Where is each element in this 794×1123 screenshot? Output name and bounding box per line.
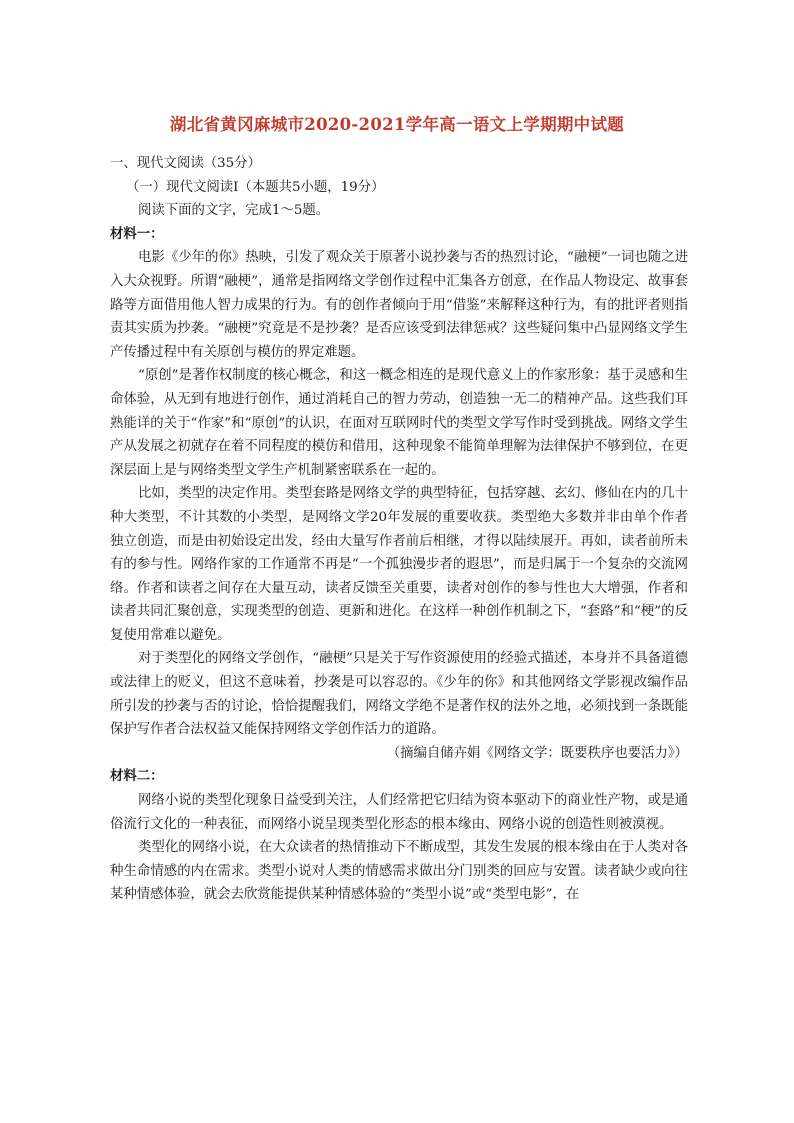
reading-instruction: 阅读下面的文字，完成1～5题。 <box>138 203 330 219</box>
material-1-paragraph: “原创”是著作权制度的核心概念，和这一概念相连的是现代意义上的作家形象：基于灵感和生命体验，从无到有地进行创作，通过消耗自己的智力劳动，创造独一无二的精神产品。这些我们耳熟能详的关于“作家”和“原创”的认识，在面对互联网时代的类型文学写作时受到挑战。网络文学生产从发展之初就存在着不同程度的模仿和借用，这种现象不能简单理解为法律保护不够到位，在更深层面上是与网络类型文学生产机制紧密联系在一起的。 <box>110 368 688 478</box>
material-2-label: 材料二： <box>110 768 164 785</box>
material-2-paragraph: 类型化的网络小说，在大众读者的热情推动下不断成型，其发生发展的根本缘由在于人类对各种生命情感的内在需求。类型小说对人类的情感需求做出分门别类的回应与安置。读者缺少或向往某种情感体验，就会去欣赏能提供某种情感体验的“类型小说”或“类型电影”，在 <box>110 840 688 903</box>
document-title: 湖北省黄冈麻城市2020-2021学年高一语文上学期期中试题 <box>169 115 625 134</box>
section-heading: 一、现代文阅读（35分） <box>110 156 261 171</box>
material-1-paragraph: 比如，类型的决定作用。类型套路是网络文学的典型特征，包括穿越、玄幻、修仙在内的几十种大类型，不计其数的小类型，是网络文学20年发展的重要收获。类型绝大多数并非由单个作者独立创造，而是由初始设定出发，经由大量写作者前后相继，才得以陆续展开。再如，读者前所未有的参与性。网络作家的工作通常不再是“一个孤独漫步者的遐思”，而是归属于一个复杂的交流网络。作者和读者之间存在大量互动，读者反馈至关重要，读者对创作的参与性也大大增强，作者和读者共同汇聚创意，实现类型的创造、更新和进化。在这样一种创作机制之下，“套路”和“梗”的反复使用常难以避免。 <box>110 486 688 643</box>
material-1-paragraph: 电影《少年的你》热映，引发了观众关于原著小说抄袭与否的热烈讨论，“融梗”一词也随之进入大众视野。所谓“融梗”，通常是指网络文学创作过程中汇集各方创意，在作品人物设定、故事套路等方面借用他人智力成果的行为。有的创作者倾向于用“借鉴”来解释这种行为，有的批评者则指责其实质为抄袭。“融梗”究竟是不是抄袭？是否应该受到法律惩戒？这些疑问集中凸显网络文学生产传播过程中有关原创与模仿的界定难题。 <box>110 250 688 360</box>
material-1-label: 材料一： <box>110 225 164 242</box>
material-1-paragraph: 对于类型化的网络文学创作，“融梗”只是关于写作资源使用的经验式描述，本身并不具备道德或法律上的贬义，但这不意味着，抄袭是可以容忍的。《少年的你》和其他网络文学影视改编作品所引发的抄袭与否的讨论，恰恰提醒我们，网络文学绝不是著作权的法外之地，必须找到一条既能保护写作者合法权益又能保持网络文学创作活力的道路。 <box>110 651 688 738</box>
subsection-heading: （一）现代文阅读Ⅰ（本题共5小题，19分） <box>126 179 385 195</box>
material-1-source: （摘编自储卉娟《网络文学：既要秩序也要活力》） <box>386 745 688 761</box>
document-body <box>110 152 688 907</box>
material-2-paragraph: 网络小说的类型化现象日益受到关注，人们经常把它归结为资本驱动下的商业性产物，或是通俗流行文化的一种表征，而网络小说呈现类型化形态的根本缘由、网络小说的创造性则被漠视。 <box>110 793 688 832</box>
